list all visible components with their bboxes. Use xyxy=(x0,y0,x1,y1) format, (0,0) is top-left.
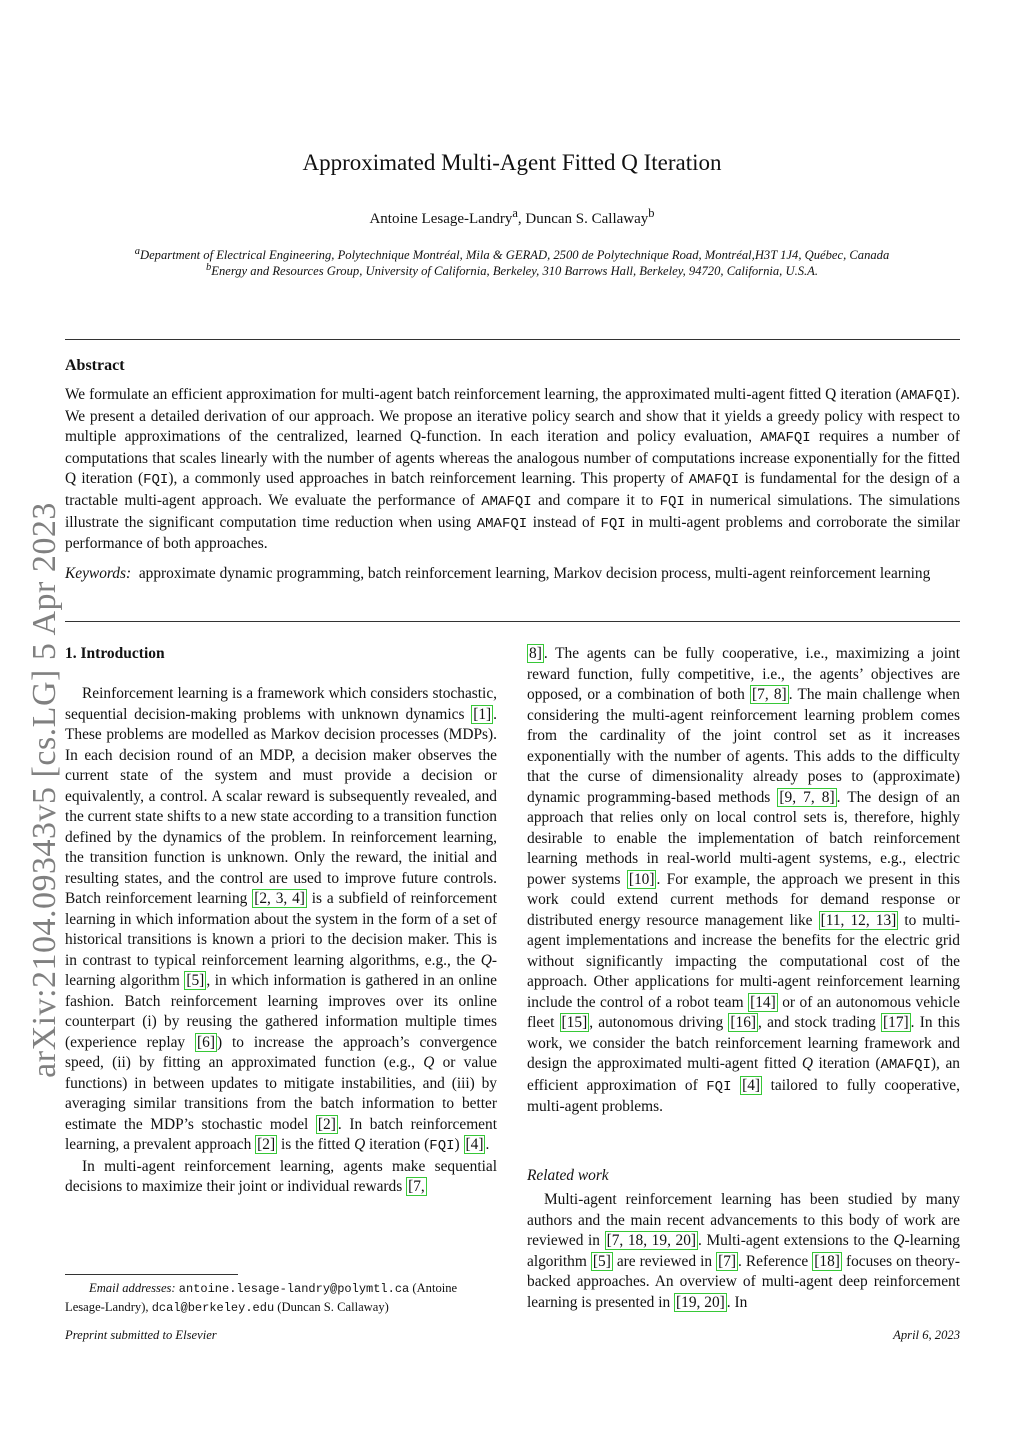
citation-link[interactable]: [2, 3, 4] xyxy=(254,890,305,907)
author-list: Antoine Lesage-Landry$^a$, Duncan S. Callaway$^b$ xyxy=(369,206,655,227)
citation-link[interactable]: [4] xyxy=(465,1136,484,1153)
citation-link[interactable]: [7] xyxy=(718,1252,737,1270)
intro-column-left xyxy=(65,684,497,1198)
abstract-body: We formulate an efficient approximation for multi-agent batch reinforcement learning, the approximated multi-agent fitted Q iteration (AMAFQI). We present a detailed derivation of our approach. We propose an iterative policy search and show that it yields a greedy policy with respect to multiple approximations of the centralized, learned Q-function. In each iteration and policy evaluation, AMAFQI requires a number of computations that scales linearly with the number of agents whereas the analogous number of computations increase exponentially for the fitted Q iteration (FQI), a commonly used approaches in batch reinforcement learning. This property of AMAFQI is fundamental for the design of a tractable multi-agent approach. We evaluate the performance of AMAFQI and compare it to FQI in numerical simulations. The simulations illustrate the significant computation time reduction when using AMAFQI instead of FQI in multi-agent problems and corroborate the similar performance of both approaches. xyxy=(65,386,961,553)
keywords xyxy=(65,564,960,585)
citation-link[interactable]: [14] xyxy=(750,993,776,1011)
affiliation-a: $^a$Department of Electrical Engineering, Polytechnique Montréal, Mila & GERAD, 2500 de Polytechnique Road, Montréal,H3T 1J4, Québec, Canada xyxy=(134,246,890,263)
citation-link[interactable]: [17] xyxy=(883,1014,909,1031)
author-name: Antoine Lesage-Landry xyxy=(369,211,513,227)
citation-link[interactable]: [2] xyxy=(257,1136,276,1153)
keywords-text: approximate dynamic programming, batch reinforcement learning, Markov decision process, multi-agent reinforcement learning xyxy=(138,565,931,582)
paragraph: 8] . The agents can be fully cooperative, i.e., maximizing a joint reward function, fully competitive, i.e., the agents’ objectives are opposed, or a combination of both [7, 8] . The main challenge when considering the multi-agent reinforcement learning problem comes from the cardinality of the joint control set as it increases exponentially with the number of agents. This adds to the difficulty that the curse of dimensionality already poses to (approximate) dynamic programming-based methods [9, 7, 8] . The design of an approach that relies only on local control sets is, therefore, highly desirable to enable the implementation of batch reinforcement learning methods in real-world multi-agent systems, e.g., electric power systems [10] . For example, the approach we present in this work could extend current methods for demand response or distributed energy resource management like [11, 12, 13] to multi-agent implementations and increase the benefits for the electric grid without significantly impacting the computational cost of the approach. Other applications for multi-agent reinforcement learning include the control of a robot team [14] or of an autonomous vehicle fleet [15] , autonomous driving [16] , and stock trading [17] . In this work, we consider the batch reinforcement learning framework and design the approximated multi-agent fitted Q iteration (AMAFQI), an efficient approximation of FQI [4] tailored to fully cooperative, multi-agent problems. xyxy=(527,645,961,1115)
paragraph: In multi-agent reinforcement learning, agents make sequential decisions to maximize their joint or individual rewards [7, xyxy=(65,1157,497,1195)
citation-link[interactable]: [5] xyxy=(592,1252,611,1270)
paragraph: Multi-agent reinforcement learning has been studied by many authors and the main recent advancements to this body of work are reviewed in [7, 18, 19, 20] . Multi-agent extensions to the Q-learning algorithm [5] are reviewed in [7] . Reference [18] focuses on theory-backed approaches. An overview of multi-agent deep reinforcement learning is presented in [19, 20] . In xyxy=(527,1191,960,1311)
affiliation-b: $^b$Energy and Resources Group, University of California, Berkeley, 310 Barrows Hall, Berkeley, 94720, California, U.S.A. xyxy=(206,262,818,279)
citation-link[interactable]: [7, 8] xyxy=(752,686,787,703)
citation-link[interactable]: [9, 7, 8] xyxy=(779,788,835,806)
citation-link[interactable]: [4] xyxy=(742,1076,761,1094)
paper-title: Approximated Multi-Agent Fitted Q Iteration xyxy=(302,150,722,175)
preprint-date: April 6, 2023 xyxy=(893,1328,960,1342)
citation-link[interactable]: [16] xyxy=(730,1014,757,1031)
keywords-label: Keywords: xyxy=(65,565,132,582)
citation-link[interactable]: 8] xyxy=(529,645,542,662)
citation-link[interactable]: [7, 18, 19, 20] xyxy=(606,1232,697,1249)
citation-link[interactable]: [11, 12, 13] xyxy=(820,911,897,929)
footnote-divider xyxy=(65,1274,238,1275)
affiliation-marker: a xyxy=(512,206,518,220)
citation-link[interactable]: [5] xyxy=(186,972,205,989)
citation-link[interactable]: [10] xyxy=(628,870,655,888)
citation-link[interactable]: [2] xyxy=(317,1115,336,1133)
email-link[interactable]: dcal@berkeley.edu xyxy=(151,1300,275,1315)
citation-link[interactable]: [15] xyxy=(561,1014,588,1031)
citation-link[interactable]: [7, xyxy=(408,1178,425,1195)
intro-column-right xyxy=(527,644,960,1118)
citation-link[interactable]: [18] xyxy=(814,1252,840,1270)
divider xyxy=(65,339,960,340)
affiliation-marker: b xyxy=(648,206,655,220)
paragraph: Reinforcement learning is a framework which considers stochastic, sequential decision-making problems with unknown dynamics [1] . These problems are modelled as Markov decision processes (MDPs). In each decision round of an MDP, a decision maker observes the current state of the system and must provide a decision or equivalently, a control. A scalar reward is subsequently revealed, and the current state shifts to a new state according to a transition function defined by the dynamics of the problem. In reinforcement learning, the transition function is unknown. Only the reward, the initial and resulting states, and the control are used to improve future controls. Batch reinforcement learning [2, 3, 4] is a subfield of reinforcement learning in which information about the system in the form of a set of historical transitions is known a priori to the decision maker. This is in contrast to typical reinforcement learning algorithms, e.g., the Q-learning algorithm [5] , in which information is gathered in an online fashion. Batch reinforcement learning improves over its online counterpart (i) by reusing the gathered information multiple times (experience replay [6] ) to increase the approach’s convergence speed, (ii) by fitting an approximated function (e.g., Q or value functions) in between updates to mitigate instabilities, and (iii) by averaging similar transitions from the batch information to better estimate the MDP’s stochastic model [2] . In batch reinforcement learning, a prevalent approach [2] is the fitted Q iteration (FQI) [4] . xyxy=(65,685,497,1154)
subsection-heading-related-work: Related work xyxy=(527,1167,609,1184)
section-heading-introduction: 1. Introduction xyxy=(65,645,165,662)
abstract-heading: Abstract xyxy=(65,357,125,374)
preprint-notice: Preprint submitted to Elsevier xyxy=(65,1328,217,1342)
email-link[interactable]: antoine.lesage-landry@polymtl.ca xyxy=(178,1282,410,1296)
author-name: Duncan S. Callaway xyxy=(525,211,649,227)
related-work-body xyxy=(527,1190,960,1313)
citation-link[interactable]: [1] xyxy=(473,705,492,723)
divider xyxy=(65,621,960,622)
citation-link[interactable]: [6] xyxy=(197,1033,215,1051)
citation-link[interactable]: [19, 20] xyxy=(676,1293,725,1311)
footnote-emails: Email addresses: antoine.lesage-landry@polymtl.ca (Antoine Lesage-Landry), dcal@berkeley.edu (Duncan S. Callaway) xyxy=(65,1281,458,1315)
arxiv-identifier: arXiv:2104.09343v5 [cs.LG] 5 Apr 2023 xyxy=(26,502,63,1078)
